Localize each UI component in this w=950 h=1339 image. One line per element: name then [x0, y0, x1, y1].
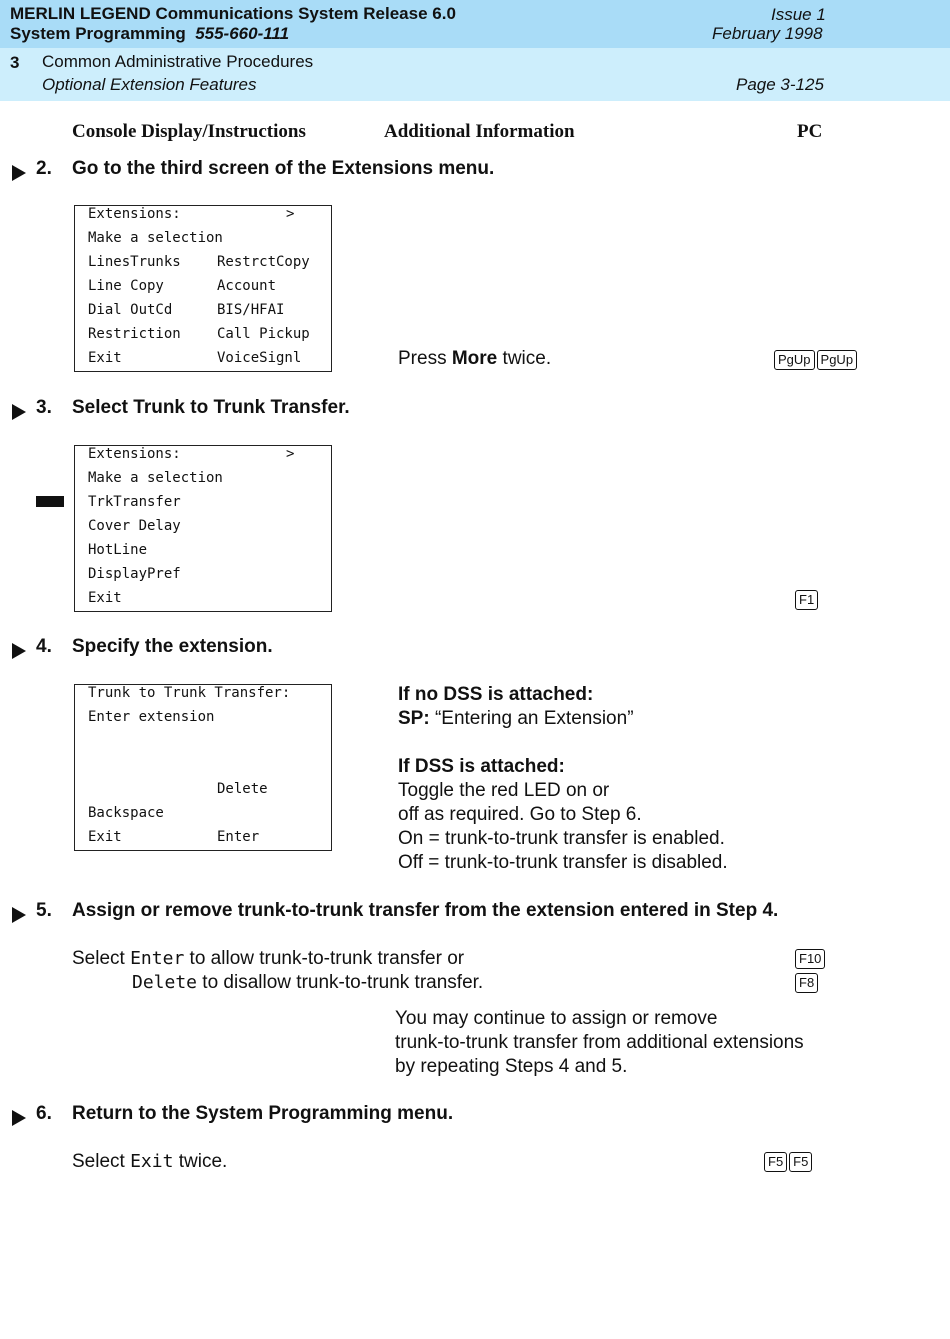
option-bis-hfai: BIS/HFAI	[217, 302, 285, 318]
screen-title: Trunk to Trunk Transfer:	[88, 685, 291, 701]
option-dial-outcd: Dial OutCd	[88, 302, 173, 318]
delete-code: Delete	[132, 972, 198, 993]
chapter-title: Common Administrative Procedures	[42, 52, 314, 71]
step-4-arrow-icon	[12, 643, 26, 659]
option-displaypref: DisplayPref	[88, 566, 181, 582]
selection-marker	[36, 496, 64, 507]
sp-reference: SP: “Entering an Extension”	[398, 708, 634, 729]
step-6-instruction: Select Exit twice.	[72, 1151, 228, 1172]
section-title: Optional Extension Features	[42, 75, 257, 94]
step-6-number: 6.	[36, 1103, 52, 1124]
screen-prompt: Make a selection	[88, 230, 223, 246]
f5-key: F5	[764, 1152, 787, 1172]
f1-key: F1	[795, 590, 818, 610]
page-number: Page 3-125	[736, 75, 824, 94]
step-5-note: by repeating Steps 4 and 5.	[395, 1056, 628, 1077]
option-account: Account	[217, 278, 277, 294]
option-restrctcopy: RestrctCopy	[217, 254, 310, 270]
option-cover-delay: Cover Delay	[88, 518, 181, 534]
subtitle-text: System Programming	[10, 24, 186, 43]
column-heading-pc: PC	[797, 121, 823, 142]
exit-code: Exit	[130, 1151, 174, 1172]
f5-key: F5	[789, 1152, 812, 1172]
screen-title: Extensions:	[88, 446, 181, 462]
pgup-key: PgUp	[774, 350, 815, 370]
extensions-screen-trktransfer	[74, 445, 332, 612]
screen-title: Extensions:	[88, 206, 181, 222]
dss-line: off as required. Go to Step 6.	[398, 804, 642, 825]
step-6-arrow-icon	[12, 1110, 26, 1126]
dss-heading: If DSS is attached:	[398, 756, 565, 777]
dss-line: On = trunk-to-trunk transfer is enabled.	[398, 828, 725, 849]
step-3-number: 3.	[36, 397, 52, 418]
step-5-number: 5.	[36, 900, 52, 921]
column-heading-info: Additional Information	[384, 121, 575, 142]
step-2-pc-keys	[772, 350, 857, 370]
option-trktransfer: TrkTransfer	[88, 494, 181, 510]
step-2-text: Go to the third screen of the Extensions menu.	[72, 158, 495, 179]
step-5-line-1: Select Enter to allow trunk-to-trunk transfer or	[72, 948, 465, 969]
step-3-text: Select Trunk to Trunk Transfer.	[72, 397, 350, 418]
step-2-number: 2.	[36, 158, 52, 179]
option-hotline: HotLine	[88, 542, 148, 558]
pgup-key: PgUp	[817, 350, 858, 370]
dss-line: Off = trunk-to-trunk transfer is disabled.	[398, 852, 728, 873]
enter-code: Enter	[130, 948, 185, 969]
extensions-screen-3	[74, 205, 332, 372]
step-4-text: Specify the extension.	[72, 636, 273, 657]
option-enter: Enter	[217, 829, 260, 845]
more-key-label: More	[451, 348, 498, 369]
issue-date: February 1998	[712, 24, 823, 43]
dss-line: Toggle the red LED on or	[398, 780, 610, 801]
option-voicesignl: VoiceSignl	[217, 350, 302, 366]
option-call-pickup: Call Pickup	[217, 326, 310, 342]
screen-more-arrow: >	[286, 206, 295, 222]
no-dss-heading: If no DSS is attached:	[398, 684, 594, 705]
f8-key: F8	[795, 973, 818, 993]
option-exit: Exit	[88, 829, 122, 845]
step-6-pc-keys	[762, 1152, 812, 1172]
step-3-pc-keys	[793, 590, 818, 610]
option-exit: Exit	[88, 590, 122, 606]
screen-prompt: Enter extension	[88, 709, 215, 725]
trunk-transfer-screen	[74, 684, 332, 851]
screen-more-arrow: >	[286, 446, 295, 462]
option-exit: Exit	[88, 350, 122, 366]
step-5-line-2: Delete to disallow trunk-to-trunk transfer.	[132, 972, 484, 993]
f10-key-wrap	[793, 949, 825, 969]
step-4-number: 4.	[36, 636, 52, 657]
option-linestrunks: LinesTrunks	[88, 254, 181, 270]
step-2-instruction: Press More twice.	[398, 348, 552, 369]
f10-key: F10	[795, 949, 825, 969]
chapter-number: 3	[10, 53, 20, 72]
option-backspace: Backspace	[88, 805, 164, 821]
doc-number: 555-660-111	[195, 24, 290, 43]
issue-label: Issue 1	[771, 5, 826, 24]
option-delete: Delete	[217, 781, 268, 797]
document-title: MERLIN LEGEND Communications System Release 6.0	[10, 4, 456, 23]
step-3-arrow-icon	[12, 404, 26, 420]
step-5-note: You may continue to assign or remove	[395, 1008, 718, 1029]
step-5-text: Assign or remove trunk-to-trunk transfer from the extension entered in Step 4.	[72, 900, 779, 921]
step-6-text: Return to the System Programming menu.	[72, 1103, 454, 1124]
column-heading-console: Console Display/Instructions	[72, 121, 306, 142]
option-restriction: Restriction	[88, 326, 181, 342]
step-5-arrow-icon	[12, 907, 26, 923]
document-subtitle	[10, 24, 289, 44]
step-2-arrow-icon	[12, 165, 26, 181]
f8-key-wrap	[793, 973, 818, 993]
option-line-copy: Line Copy	[88, 278, 164, 294]
screen-prompt: Make a selection	[88, 470, 223, 486]
step-5-note: trunk-to-trunk transfer from additional extensions	[395, 1032, 804, 1053]
